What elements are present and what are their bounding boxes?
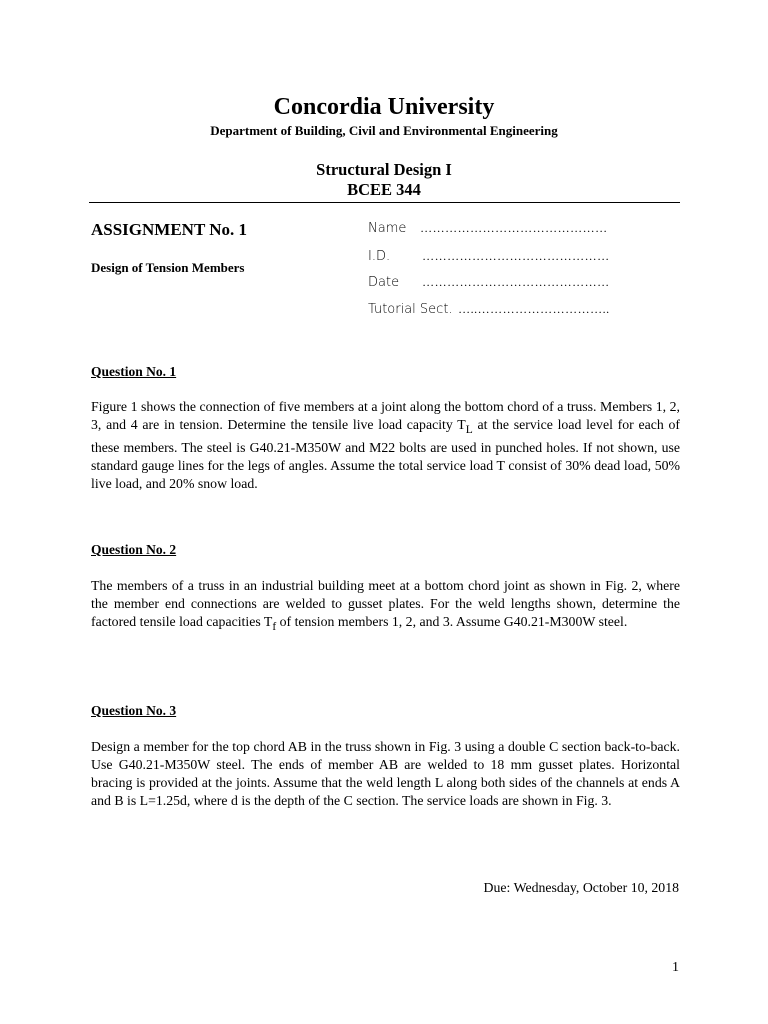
name-field[interactable]: [368, 221, 608, 236]
date-blank: ………………………………………: [422, 275, 610, 289]
assignment-topic: Design of Tension Members: [91, 260, 245, 275]
university-name: Concordia University: [273, 94, 495, 120]
department-name: Department of Building, Civil and Environmental Engineering: [210, 123, 558, 138]
tutorial-section-field[interactable]: [368, 302, 610, 317]
tutorial-section-blank: …..…………………………..: [458, 302, 610, 316]
course-code: BCEE 344: [347, 180, 421, 199]
due-date: Due: Wednesday, October 10, 2018: [483, 880, 679, 895]
id-blank: ………………………………………: [422, 249, 610, 263]
question-2-title: Question No. 2: [91, 542, 177, 557]
tutorial-section-label: Tutorial Sect.: [368, 302, 453, 317]
name-blank: ………………………………………: [420, 221, 608, 235]
assignment-title: ASSIGNMENT No. 1: [91, 220, 248, 239]
id-label: I.D.: [368, 249, 391, 264]
question-3-title: Question No. 3: [91, 703, 177, 718]
course-title: Structural Design I: [316, 160, 452, 179]
header-divider: [89, 202, 680, 203]
question-2-text: The members of a truss in an industrial building meet at a bottom chord joint as shown in Fig. 2, where the member end connections are welded to gusset plates. For the weld lengths shown, determine the factored tensile load capacities $T_f$ of tension members 1, 2, and 3. Assume G40.21-M300W steel.: [91, 578, 680, 633]
date-field[interactable]: [368, 275, 610, 290]
name-label: Name: [368, 221, 407, 236]
question-3-text: Design a member for the top chord AB in the truss shown in Fig. 3 using a double C section back-to-back. Use G40.21-M350W steel. The ends of member AB are welded to 18 mm gusset plates. Horizontal bracing is provided at the joints. Assume that the weld length L along both sides of the channels at ends A and B is L=1.25d, where d is the depth of the C section. The service loads are shown in Fig. 3.: [91, 739, 680, 808]
question-1-text: Figure 1 shows the connection of five members at a joint along the bottom chord of a truss. Members 1, 2, 3, and 4 are in tension. Determine the tensile live load capacity $T_L$ at the service load level for each of these members. The steel is G40.21-M350W and M22 bolts are used in punched holes. If not shown, use standard gauge lines for the legs of angles. Assume the total service load T consist of 30% dead load, 50% live load, and 20% snow load.: [91, 399, 680, 491]
id-field[interactable]: [368, 249, 610, 264]
question-1-title: Question No. 1: [91, 364, 177, 379]
date-label: Date: [368, 275, 400, 290]
page-number: 1: [672, 960, 679, 975]
